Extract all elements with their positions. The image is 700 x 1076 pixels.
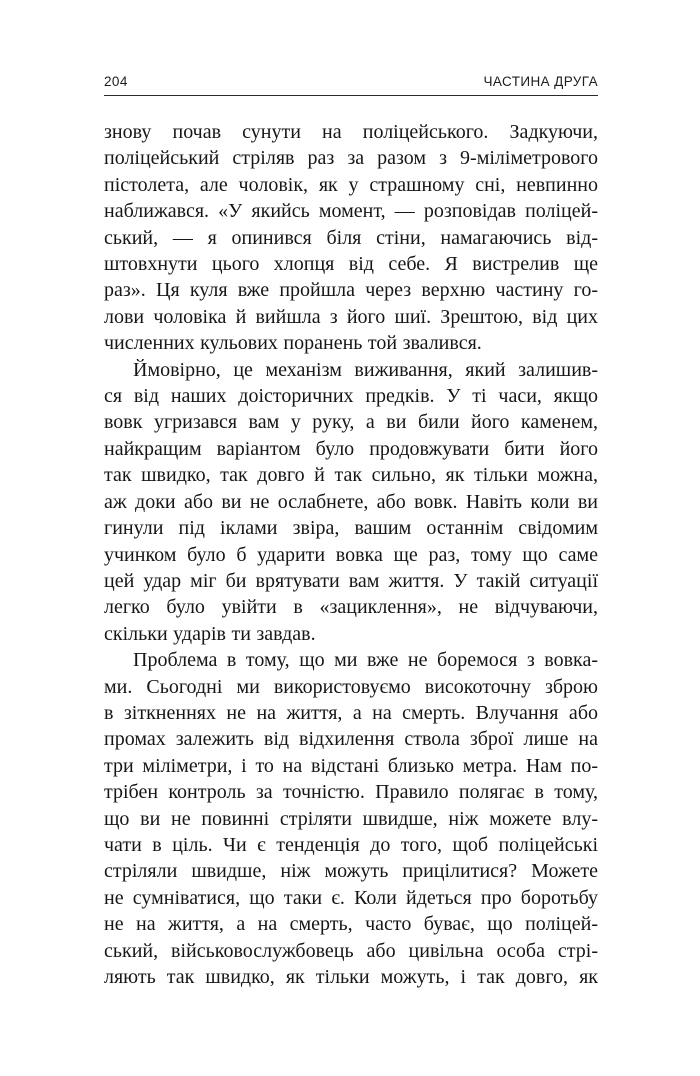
text-line: не сумніватися, що таки є. Коли йдеться про боротьбу	[104, 886, 598, 909]
text-line: цей удар міг би врятувати вам життя. У такій ситуації	[104, 569, 598, 592]
text-line: учинком було б ударити вовка ще раз, тому що саме	[104, 543, 598, 566]
running-head: ЧАСТИНА ДРУГА	[483, 74, 598, 89]
text-line: штовхнути цього хлопця від себе. Я вистрелив ще	[104, 253, 598, 276]
text-line: ся від наших доісторичних предків. У ті часи, якщо	[104, 385, 598, 408]
text-line: стріляли швидше, ніж можуть прицілитися? Можете	[104, 860, 598, 883]
text-line: що ви не повинні стріляти швидше, ніж можете влу-	[104, 807, 598, 830]
text-line: чати в ціль. Чи є тенденція до того, щоб поліцейські	[104, 833, 598, 856]
text-line: ський, військовослужбовець або цивільна особа стрі-	[104, 939, 598, 962]
text-line: поліцейський стріляв раз за разом з 9-міліметрового	[104, 147, 598, 170]
text-line: промах залежить від відхилення ствола зброї лише на	[104, 728, 598, 751]
text-line: наближався. «У якийсь момент, — розповідав поліцей-	[104, 200, 598, 223]
page-number: 204	[104, 74, 128, 89]
text-line: в зіткненнях не на життя, а на смерть. Влучання або	[104, 701, 598, 724]
text-line: ми. Сьогодні ми використовуємо високоточну зброю	[104, 675, 598, 698]
text-line: численних кульових поранень той звалився.	[104, 332, 482, 355]
text-line: ський, — я опинився біля стіни, намагаючись від-	[104, 226, 598, 249]
text-line: пістолета, але чоловік, як у страшному сні, невпинно	[104, 173, 598, 196]
paragraph	[104, 357, 598, 647]
text-line: так швидко, так довго й так сильно, як тільки можна,	[104, 464, 598, 487]
text-line: ляють так швидко, як тільки можуть, і так довго, як	[104, 966, 598, 988]
text-line: вовк угризався вам у руку, а ви били його каменем,	[104, 411, 598, 434]
text-line: Проблема в тому, що ми вже не боремося з вовка-	[133, 649, 598, 672]
text-line: найкращим варіантом було продовжувати бити його	[104, 437, 598, 460]
text-line: гинули під іклами звіра, вашим останнім свідомим	[104, 517, 598, 540]
book-page	[104, 0, 598, 1076]
text-line: лови чоловіка й вийшла з його шиї. Зрештою, від цих	[104, 305, 598, 328]
page-header	[104, 74, 598, 96]
text-line: Ймовірно, це механізм виживання, який залишив-	[133, 358, 598, 381]
text-line: трібен контроль за точністю. Правило полягає в тому,	[104, 781, 598, 804]
text-line: скільки ударів ти завдав.	[104, 622, 316, 645]
paragraph	[104, 647, 598, 990]
text-line: легко було увійти в «зациклення», не відчуваючи,	[104, 596, 598, 619]
paragraph	[104, 119, 598, 357]
text-line: не на життя, а на смерть, часто буває, що поліцей-	[104, 913, 598, 936]
text-block	[104, 119, 598, 990]
text-line: знову почав сунути на поліцейського. Задкуючи,	[104, 121, 598, 143]
text-line: три міліметри, і то на відстані близько метра. Нам по-	[104, 754, 598, 777]
text-line: аж доки або ви не ослабнете, або вовк. Навіть коли ви	[104, 490, 598, 513]
text-line: раз». Ця куля вже пройшла через верхню частину го-	[104, 279, 598, 302]
